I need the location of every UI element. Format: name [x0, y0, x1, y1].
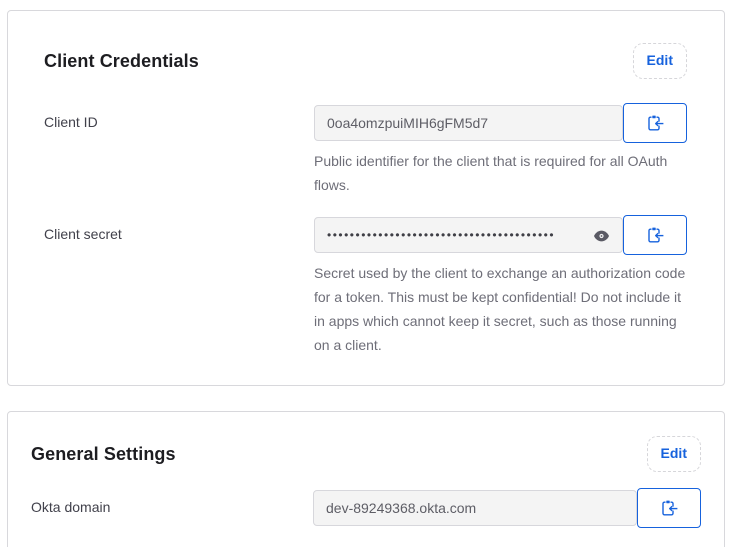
client-secret-control: [314, 215, 687, 357]
client-credentials-header: [44, 41, 687, 81]
reveal-client-secret-button[interactable]: [585, 227, 610, 243]
client-credentials-card: [7, 10, 725, 386]
client-id-field[interactable]: [314, 105, 623, 141]
edit-client-credentials-button[interactable]: Edit: [646, 52, 673, 68]
client-id-value: 0oa4omzpuiMIH6gFM5d7: [327, 115, 489, 131]
client-credentials-title: Client Credentials: [44, 50, 199, 71]
client-secret-label: Client secret: [44, 226, 122, 242]
edit-focus-ring: [633, 43, 687, 79]
clipboard-copy-icon: [646, 114, 664, 132]
eye-icon: [593, 229, 610, 243]
client-secret-field[interactable]: [314, 217, 623, 253]
client-secret-row: [44, 215, 687, 357]
client-id-row: [44, 103, 687, 197]
general-settings-title: General Settings: [31, 443, 176, 464]
copy-okta-domain-button[interactable]: [637, 488, 701, 528]
general-settings-header: [31, 434, 701, 474]
client-id-control: [314, 103, 687, 197]
edit-general-settings-button[interactable]: Edit: [660, 445, 687, 461]
client-id-help-text: Public identifier for the client that is required for all OAuth flows.: [314, 153, 668, 193]
okta-domain-value: dev-89249368.okta.com: [326, 500, 477, 516]
client-id-input-group: [314, 103, 687, 143]
okta-domain-input-group: [313, 488, 701, 528]
okta-domain-control: [313, 488, 701, 528]
clipboard-copy-icon: [660, 499, 678, 517]
copy-client-id-button[interactable]: [623, 103, 687, 143]
okta-domain-row: [31, 488, 701, 528]
clipboard-copy-icon: [646, 226, 664, 244]
okta-domain-label: Okta domain: [31, 499, 111, 515]
edit-focus-ring: [647, 436, 701, 472]
general-settings-card: [7, 411, 725, 547]
copy-client-secret-button[interactable]: [623, 215, 687, 255]
client-secret-help-text: Secret used by the client to exchange an authorization code for a token. This must be kept confidential! Do not include it in apps which cannot keep it secret, such as those running on a client.: [314, 265, 686, 353]
client-id-label: Client ID: [44, 114, 98, 130]
client-secret-masked-value: ••••••••••••••••••••••••••••••••••••••••: [327, 228, 556, 242]
okta-domain-field[interactable]: [313, 490, 637, 526]
client-secret-input-group: [314, 215, 687, 255]
